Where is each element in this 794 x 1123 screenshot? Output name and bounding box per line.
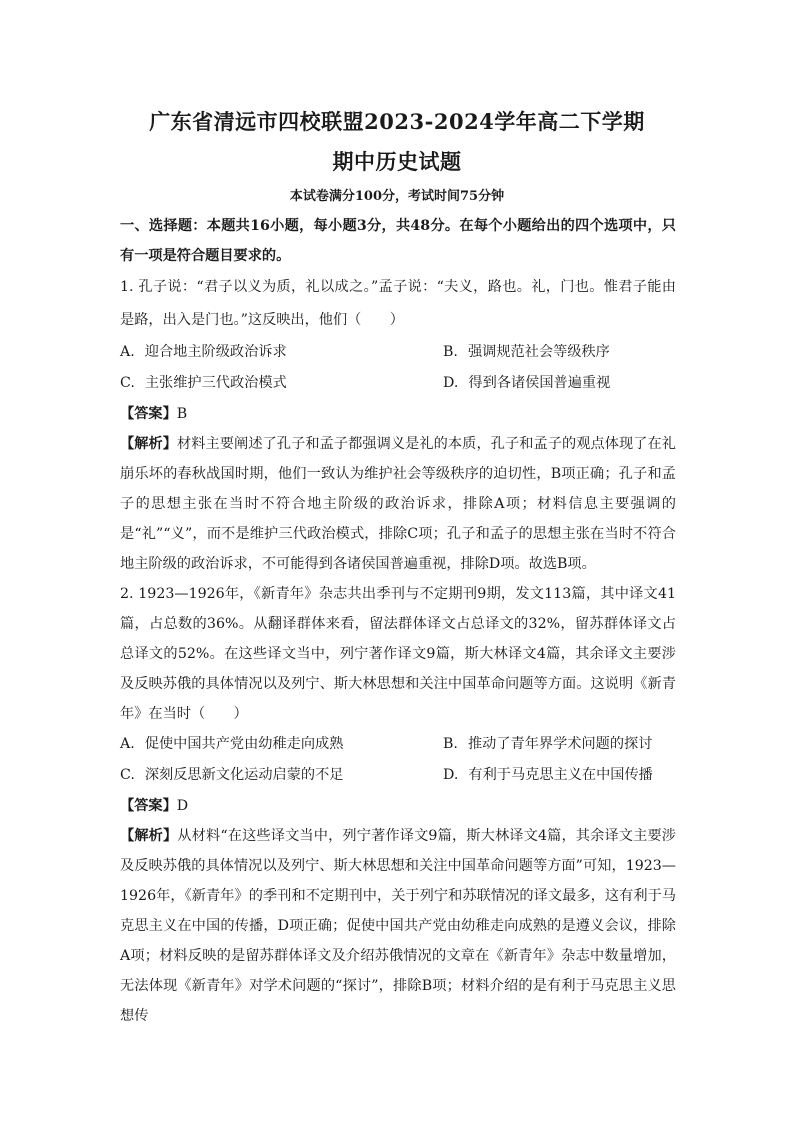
analysis-tag: 【解析】: [120, 828, 178, 844]
option-text: 强调规范社会等级秩序: [467, 344, 610, 360]
option-letter: A.: [120, 344, 135, 360]
option-text: 深刻反思新文化运动启蒙的不足: [144, 767, 344, 783]
question-2-answer: [120, 791, 676, 821]
option-letter: A.: [120, 736, 135, 752]
exam-title-line2: 期中历史试题: [332, 149, 462, 174]
question-1-option-b: [443, 337, 676, 368]
answer-value: D: [176, 798, 189, 814]
question-1-options: [120, 337, 676, 399]
option-letter: D.: [443, 375, 459, 391]
answer-value: B: [176, 406, 188, 422]
option-letter: D.: [443, 767, 459, 783]
option-text: 得到各诸侯国普遍重视: [468, 375, 611, 391]
question-1-answer: [120, 399, 676, 429]
question-2-options: [120, 729, 676, 791]
question-2-option-c: [120, 760, 443, 791]
exam-title-line1: 广东省清远市四校联盟2023-2024学年高二下学期: [149, 109, 645, 134]
section-heading: 一、选择题：本题共16小题，每小题3分，共48分。在每个小题给出的四个选项中，只有一项是符合题目要求的。: [120, 218, 676, 264]
question-2-option-b: [443, 729, 676, 760]
analysis-text: 材料主要阐述了孔子和孟子都强调义是礼的本质，孔子和孟子的观点体现了在礼崩乐坏的春秋战国时期，他们一致认为维护社会等级秩序的迫切性，B项正确；孔子和孟子的思想主张在当时不符合地主阶级的政治诉求，排除A项；材料信息主要强调的是“礼”“义”，而不是维护三代政治模式，排除C项；孔子和孟子的思想主张在当时不符合地主阶级的政治诉求，不可能得到各诸侯国普遍重视，排除D项。故选B项。: [120, 436, 676, 572]
option-text: 主张维护三代政治模式: [144, 375, 287, 391]
option-text: 迎合地主阶级政治诉求: [144, 344, 287, 360]
question-2-option-a: [120, 729, 443, 760]
question-2-stem: 2. 1923—1926年，《新青年》杂志共出季刊与不定期刊9期，发文113篇，其中译文41篇，占总数的36%。从翻译群体来看，留法群体译文占总译文的32%，留苏群体译文占总译文的52%。在这些译文当中，列宁著作译文9篇，斯大林译文4篇，其余译文主要涉及反映苏俄的具体情况以及列宁、斯大林思想和关注中国革命问题等方面。这说明《新青年》在当时（ ）: [120, 586, 676, 722]
question-1-analysis: [120, 429, 676, 579]
question-2-analysis: [120, 821, 676, 1031]
analysis-text: 从材料“在这些译文当中，列宁著作译文9篇，斯大林译文4篇，其余译文主要涉及反映苏俄的具体情况以及列宁、斯大林思想和关注中国革命问题等方面”可知，1923—1926年，《新青年》的季刊和不定期刊中，关于列宁和苏联情况的译文最多，这有利于马克思主义在中国的传播，D项正确；促使中国共产党由幼稚走向成熟的是遵义会议，排除A项；材料反映的是留苏群体译文及介绍苏俄情况的文章在《新青年》杂志中数量增加，无法体现《新青年》对学术问题的“探讨”，排除B项；材料介绍的是有利于马克思主义思想传: [120, 828, 676, 1024]
question-1-option-d: [443, 368, 676, 399]
option-text: 有利于马克思主义在中国传播: [468, 767, 653, 783]
option-letter: C.: [120, 767, 135, 783]
option-text: 促使中国共产党由幼稚走向成熟: [144, 736, 344, 752]
answer-tag: 【答案】: [120, 798, 177, 814]
question-1-option-a: [120, 337, 443, 368]
option-text: 推动了青年界学术问题的探讨: [467, 736, 653, 752]
question-1-stem: 1. 孔子说：“君子以义为质，礼以成之。”孟子说：“夫义，路也。礼，门也。惟君子能由是路，出入是门也。”这反映出，他们（ ）: [120, 279, 676, 328]
question-2-option-d: [443, 760, 676, 791]
exam-subtitle: 本试卷满分100分，考试时间75分钟: [289, 189, 505, 204]
exam-content: [120, 211, 676, 1031]
option-letter: B.: [443, 736, 458, 752]
answer-tag: 【答案】: [120, 406, 177, 422]
analysis-tag: 【解析】: [120, 436, 178, 452]
option-letter: B.: [443, 344, 458, 360]
question-1-option-c: [120, 368, 443, 399]
option-letter: C.: [120, 375, 135, 391]
